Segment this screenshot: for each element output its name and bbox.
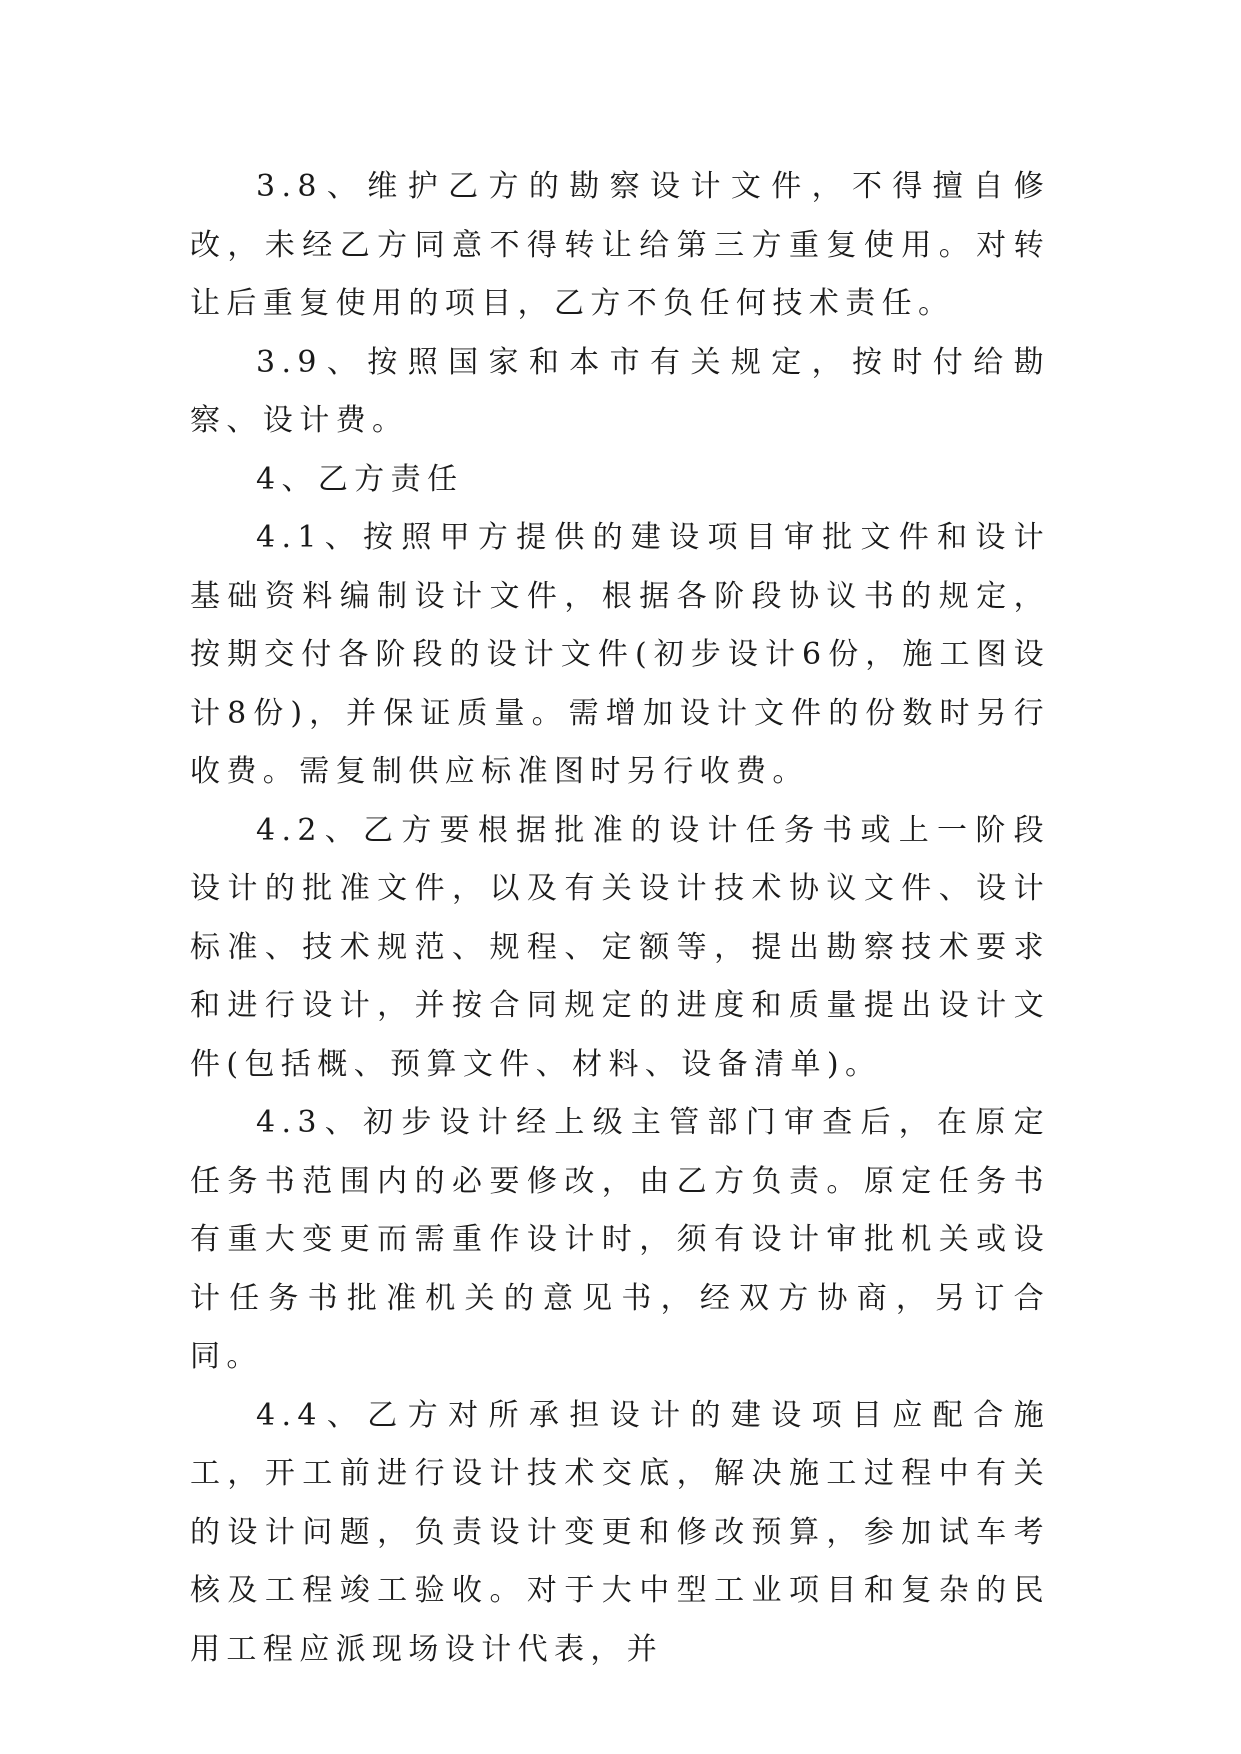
clause-4-2-paragraph: 4.2、乙方要根据批准的设计任务书或上一阶段设计的批准文件，以及有关设计技术协议文件、设计标准、技术规范、规程、定额等，提出勘察技术要求和进行设计，并按合同规定的进度和质量提出设计文件(包括概、预算文件、材料、设备清单)。	[190, 812, 1050, 1082]
clause-3-8-paragraph: 3.8、维护乙方的勘察设计文件，不得擅自修改，未经乙方同意不得转让给第三方重复使用。对转让后重复使用的项目，乙方不负任何技术责任。	[190, 169, 1050, 321]
document-body	[190, 158, 1050, 1679]
clause-4-1-paragraph: 4.1、按照甲方提供的建设项目审批文件和设计基础资料编制设计文件，根据各阶段协议书的规定，按期交付各阶段的设计文件(初步设计6份，施工图设计8份)，并保证质量。需增加设计文件的份数时另行收费。需复制供应标准图时另行收费。	[190, 520, 1050, 789]
section-4-heading: 4、乙方责任	[256, 461, 464, 497]
clause-4-3-paragraph: 4.3、初步设计经上级主管部门审查后，在原定任务书范围内的必要修改，由乙方负责。原定任务书有重大变更而需重作设计时，须有设计审批机关或设计任务书批准机关的意见书，经双方协商，另订合同。	[190, 1105, 1050, 1374]
clause-4-4-paragraph: 4.4、乙方对所承担设计的建设项目应配合施工，开工前进行设计技术交底，解决施工过程中有关的设计问题，负责设计变更和修改预算，参加试车考核及工程竣工验收。对于大中型工业项目和复杂的民用工程应派现场设计代表，并	[190, 1397, 1050, 1667]
clause-3-9-paragraph: 3.9、按照国家和本市有关规定，按时付给勘察、设计费。	[190, 344, 1050, 438]
